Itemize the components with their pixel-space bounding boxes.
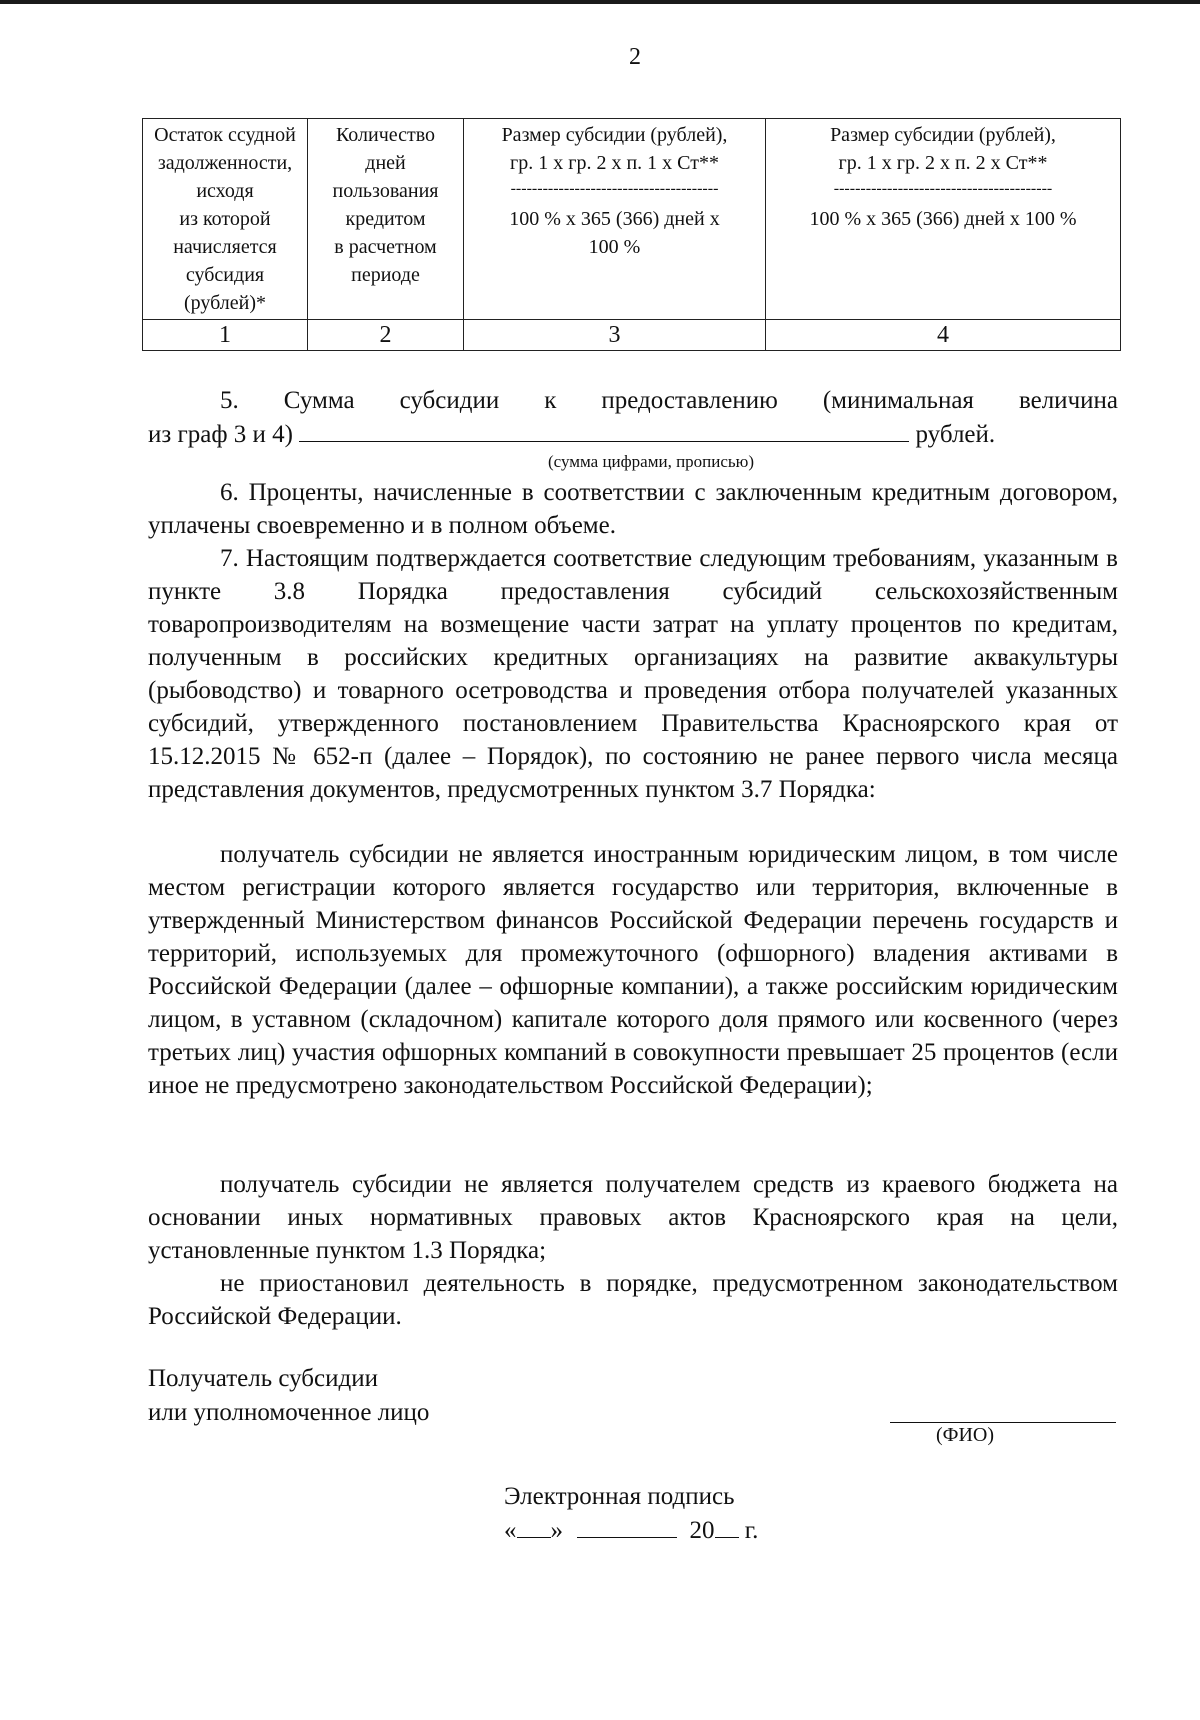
requirement-2: получатель субсидии не является получателем средств из краевого бюджета на основании иных нормативных правовых актов Красноярского края на цели, установленные пунктом 1.3 Порядка; — [148, 1171, 1118, 1264]
day-blank — [517, 1515, 551, 1538]
p6-text: 6. Проценты, начисленные в соответствии с заключенным кредитным договором, уплачены своевременно и в полном объеме. — [148, 479, 1118, 539]
header-cell-days: Количество дней пользования кредитом в расчетном периоде — [308, 119, 464, 320]
signature-block — [148, 1362, 429, 1430]
fio-underline — [890, 1422, 1116, 1423]
p5-line2 — [148, 418, 1118, 451]
header-cell-subsidy-formula-2: Размер субсидии (рублей), гр. 1 х гр. 2 х п. 2 х Ст** ----------------------------------------- 100 % х 365 (366) дней х 100 % — [766, 119, 1121, 320]
esign-date-line: « » 20 г. — [504, 1517, 759, 1544]
requirement-1: получатель субсидии не является иностранным юридическим лицом, в том числе местом регистрации которого является государство или территория, включенные в утвержденный Министерством финансов Российской Федерации перечень государств и территорий, используемых для промежуточного (офшорного) владения активами в Российской Федерации (далее – офшорные компании), а также российским юридическим лицом, в уставном (складочном) капитале которого доля прямого или косвенного (через третьих лиц) участия офшорных компаний в совокупности превышает 25 процентов (если иное не предусмотрено законодательством Российской Федерации); — [148, 841, 1118, 1099]
sum-hint: (сумма цифрами, прописью) — [548, 452, 755, 471]
table-header-row — [143, 119, 1121, 320]
fio-label: (ФИО) — [936, 1424, 995, 1446]
p5-line2-end: рублей. — [915, 421, 996, 448]
esign-label: Электронная подпись — [504, 1483, 735, 1510]
p5-line1: 5. Сумма субсидии к предоставлению (минимальная величина — [220, 387, 1118, 414]
year-blank — [715, 1515, 739, 1538]
table-column-numbers-row — [143, 320, 1121, 351]
header-cell-subsidy-formula-1: Размер субсидии (рублей), гр. 1 х гр. 2 х п. 1 х Ст** --------------------------------------- 100 % х 365 (366) дней х 100 % — [464, 119, 766, 320]
p5-line2-start: из граф 3 и 4) — [148, 421, 294, 448]
subsidy-calculation-table — [142, 118, 1121, 351]
requirement-3: не приостановил деятельность в порядке, предусмотренном законодательством Российской Федерации. — [148, 1270, 1118, 1330]
column-number: 4 — [766, 320, 1121, 351]
sum-blank-line — [299, 419, 909, 442]
electronic-signature-block — [504, 1480, 758, 1548]
page-number: 2 — [629, 44, 641, 70]
signature-line-2: или уполномоченное лицо — [148, 1399, 430, 1426]
p7-text: 7. Настоящим подтверждается соответствие следующим требованиям, указанным в пункте 3.8 Порядка предоставления субсидий сельскохозяйственным товаропроизводителям на возмещение части затрат на уплату процентов по кредитам, полученным в российских кредитных организациях на развитие аквакультуры (рыбоводство) и товарного осетроводства и проведения отбора получателей указанных субсидий, утвержденного постановлением Правительства Красноярского края от 15.12.2015 № 652-п (далее – Порядок), по состоянию не ранее первого числа месяца представления документов, предусмотренных пунктом 3.7 Порядка: — [148, 545, 1118, 803]
column-number: 3 — [464, 320, 766, 351]
top-border — [0, 0, 1200, 4]
column-number: 2 — [308, 320, 464, 351]
signature-line-1: Получатель субсидии — [148, 1365, 378, 1392]
month-blank — [577, 1515, 677, 1538]
column-number: 1 — [143, 320, 308, 351]
header-cell-loan-balance: Остаток ссудной задолженности, исходя из которой начисляется субсидия (рублей)* — [143, 119, 308, 320]
